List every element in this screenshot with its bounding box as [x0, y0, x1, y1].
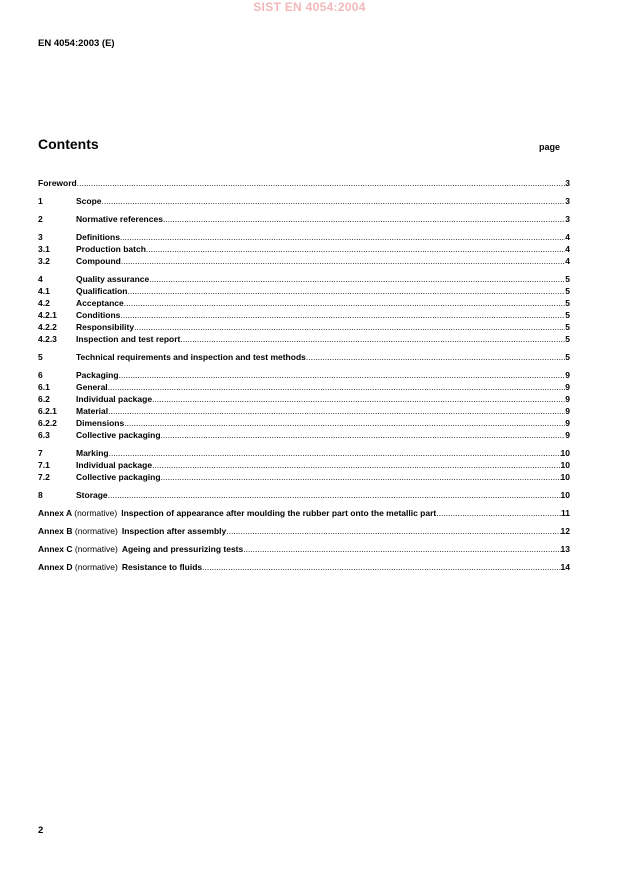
toc-entry-number: 5	[38, 352, 43, 362]
dot-leader	[152, 393, 565, 405]
toc-entry-page: 10	[560, 460, 570, 470]
toc-entry-title: Material	[76, 406, 109, 416]
toc-entry-number: 6	[38, 370, 43, 380]
dot-leader	[180, 333, 565, 345]
dot-leader	[149, 273, 565, 285]
toc-entry[interactable]	[38, 351, 570, 363]
toc-entry-number: 4.2.2	[38, 322, 57, 332]
annex-title: Inspection of appearance after moulding the rubber part onto the metallic part	[121, 508, 437, 518]
toc-entry[interactable]	[38, 243, 570, 255]
toc-entry[interactable]	[38, 309, 570, 321]
toc-entry-page: 3	[565, 214, 570, 224]
toc-entry[interactable]	[38, 369, 570, 381]
toc-entry-page: 10	[560, 490, 570, 500]
toc-entry[interactable]	[38, 459, 570, 471]
annex-status: (normative)	[74, 562, 118, 572]
toc-entry-title: Production batch	[76, 244, 146, 254]
dot-leader	[226, 525, 560, 537]
annex-label	[38, 525, 122, 537]
dot-leader	[152, 459, 560, 471]
table-of-contents	[38, 177, 570, 573]
annex-label	[38, 507, 121, 519]
watermark: SIST EN 4054:2004	[253, 0, 366, 14]
dot-leader	[120, 231, 565, 243]
toc-entry-title: Individual package	[76, 394, 153, 404]
toc-entry-page: 10	[560, 472, 570, 482]
toc-entry-number: 4.2	[38, 298, 50, 308]
toc-entry[interactable]	[38, 297, 570, 309]
dot-leader	[202, 561, 560, 573]
dot-leader	[120, 309, 565, 321]
toc-entry-title: Compound	[76, 256, 121, 266]
toc-entry-title: Scope	[76, 196, 102, 206]
document-id: EN 4054:2003 (E)	[38, 38, 115, 49]
toc-entry[interactable]	[38, 489, 570, 501]
toc-entry-page: 9	[565, 370, 570, 380]
toc-entry-page: 9	[565, 394, 570, 404]
toc-entry-page: 3	[565, 178, 570, 188]
annex-entry[interactable]	[38, 525, 570, 537]
dot-leader	[108, 489, 561, 501]
toc-entry[interactable]	[38, 333, 570, 345]
toc-entry[interactable]	[38, 177, 570, 189]
toc-entry-page: 5	[565, 322, 570, 332]
toc-entry-page: 9	[565, 406, 570, 416]
page-column-label: page	[539, 142, 561, 152]
toc-entry-title: Acceptance	[76, 298, 124, 308]
annex-entry[interactable]	[38, 543, 570, 555]
toc-entry[interactable]	[38, 321, 570, 333]
toc-entry-number: 2	[38, 214, 43, 224]
toc-entry[interactable]	[38, 195, 570, 207]
toc-entry-number: 4.2.3	[38, 334, 57, 344]
dot-leader	[161, 429, 566, 441]
toc-entry-title: Responsibility	[76, 322, 135, 332]
annex-entry[interactable]	[38, 561, 570, 573]
toc-entry-title: Dimensions	[76, 418, 125, 428]
toc-entry-page: 5	[565, 298, 570, 308]
annex-label	[38, 561, 122, 573]
toc-entry-title: Inspection and test report	[76, 334, 181, 344]
toc-entry-number: 4	[38, 274, 43, 284]
annex-status: (normative)	[74, 526, 118, 536]
toc-entry-page: 10	[560, 448, 570, 458]
dot-leader	[121, 255, 565, 267]
toc-entry-title: Individual package	[76, 460, 153, 470]
annex-id: Annex C	[38, 544, 73, 554]
annex-id: Annex A	[38, 508, 72, 518]
toc-entry-page: 4	[565, 256, 570, 266]
annex-page: 11	[561, 508, 570, 518]
toc-entry-page: 9	[565, 418, 570, 428]
toc-entry[interactable]	[38, 471, 570, 483]
dot-leader	[124, 297, 566, 309]
dot-leader	[127, 285, 565, 297]
toc-entry-title: Definitions	[76, 232, 120, 242]
dot-leader	[146, 243, 565, 255]
toc-entry-title: Quality assurance	[76, 274, 150, 284]
toc-entry-number: 3.2	[38, 256, 50, 266]
toc-entry-title: Collective packaging	[76, 430, 161, 440]
toc-entry-number: 4.1	[38, 286, 50, 296]
annex-page: 14	[560, 562, 570, 572]
toc-entry-page: 5	[565, 310, 570, 320]
toc-entry-number: 7.2	[38, 472, 50, 482]
toc-entry-title: Packaging	[76, 370, 119, 380]
toc-entry-page: 4	[565, 244, 570, 254]
toc-entry-title: Collective packaging	[76, 472, 161, 482]
annex-title: Resistance to fluids	[121, 562, 203, 572]
toc-entry-title: Conditions	[76, 310, 121, 320]
toc-entry[interactable]	[38, 285, 570, 297]
annex-title: Inspection after assembly	[121, 526, 227, 536]
toc-entry-page: 9	[565, 382, 570, 392]
toc-entry[interactable]	[38, 405, 570, 417]
contents-title: Contents	[38, 136, 99, 152]
toc-entry-number: 3.1	[38, 244, 50, 254]
toc-entry-title: Normative references	[76, 214, 163, 224]
dot-leader	[108, 381, 566, 393]
toc-entry-number: 6.1	[38, 382, 50, 392]
annex-status: (normative)	[74, 508, 118, 518]
toc-entry-page: 5	[565, 274, 570, 284]
toc-entry-number: 6.2.2	[38, 418, 57, 428]
toc-entry[interactable]	[38, 417, 570, 429]
toc-entry-number: 1	[38, 196, 43, 206]
annex-status: (normative)	[74, 544, 118, 554]
annex-title: Ageing and pressurizing tests	[121, 544, 244, 554]
toc-entry-title: Marking	[76, 448, 109, 458]
toc-entry[interactable]	[38, 255, 570, 267]
toc-entry[interactable]	[38, 393, 570, 405]
toc-entry[interactable]	[38, 447, 570, 459]
toc-entry-title: Qualification	[76, 286, 128, 296]
toc-entry-page: 5	[565, 334, 570, 344]
toc-entry-number: 8	[38, 490, 43, 500]
toc-entry-page: 5	[565, 286, 570, 296]
toc-entry[interactable]	[38, 231, 570, 243]
annex-label	[38, 543, 122, 555]
toc-entry-title: Technical requirements and inspection and test methods	[76, 352, 306, 362]
toc-entry[interactable]	[38, 381, 570, 393]
toc-entry-number: 4.2.1	[38, 310, 57, 320]
dot-leader	[109, 447, 561, 459]
dot-leader	[436, 507, 561, 519]
dot-leader	[306, 351, 565, 363]
dot-leader	[124, 417, 565, 429]
toc-entry-number: 6.2	[38, 394, 50, 404]
toc-entry-number: 6.3	[38, 430, 50, 440]
toc-entry[interactable]	[38, 213, 570, 225]
dot-leader	[134, 321, 565, 333]
dot-leader	[102, 195, 566, 207]
toc-entry-number: 6.2.1	[38, 406, 57, 416]
page-number: 2	[38, 825, 44, 836]
dot-leader	[163, 213, 565, 225]
toc-entry-page: 4	[565, 232, 570, 242]
dot-leader	[243, 543, 560, 555]
toc-entry-page: 5	[565, 352, 570, 362]
toc-entry-number: 3	[38, 232, 43, 242]
annex-entry[interactable]	[38, 507, 570, 519]
annex-id: Annex D	[38, 562, 73, 572]
dot-leader	[108, 405, 565, 417]
annex-page: 12	[560, 526, 570, 536]
toc-entry-title: Foreword	[38, 178, 77, 188]
toc-entry-title: Storage	[76, 490, 108, 500]
toc-entry-number: 7	[38, 448, 43, 458]
annex-page: 13	[560, 544, 570, 554]
toc-entry[interactable]	[38, 429, 570, 441]
dot-leader	[119, 369, 566, 381]
dot-leader	[161, 471, 561, 483]
toc-entry-page: 3	[565, 196, 570, 206]
toc-entry-page: 9	[565, 430, 570, 440]
annex-id: Annex B	[38, 526, 73, 536]
dot-leader	[77, 177, 566, 189]
toc-entry-title: General	[76, 382, 108, 392]
toc-entry[interactable]	[38, 273, 570, 285]
toc-entry-number: 7.1	[38, 460, 50, 470]
